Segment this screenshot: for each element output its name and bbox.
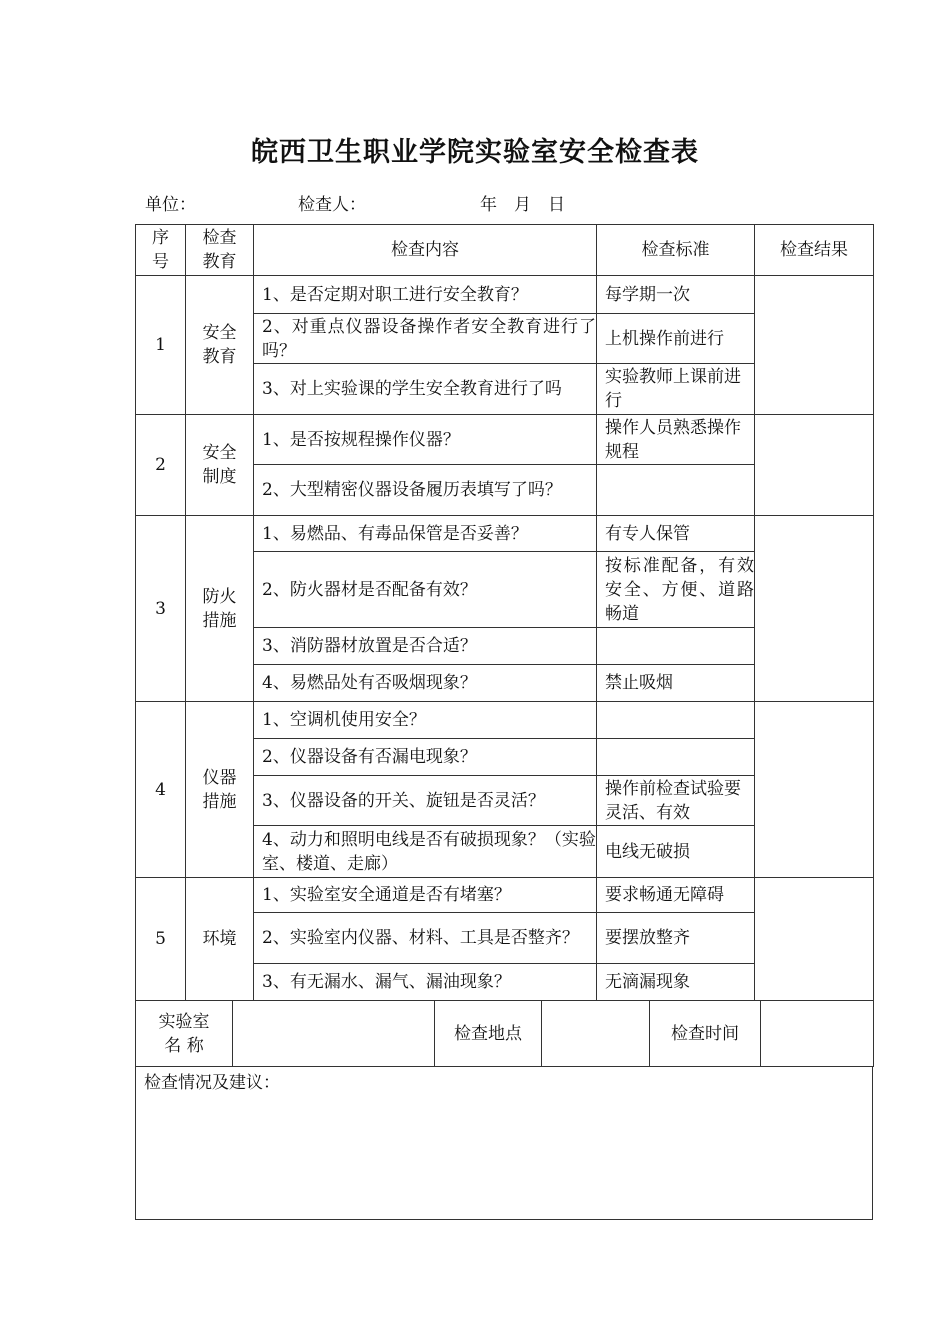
header-category: 检查教育 (186, 225, 254, 276)
group-category: 安全制度 (186, 415, 254, 516)
check-standard: 每学期一次 (597, 276, 755, 314)
check-result[interactable] (755, 415, 874, 516)
time-label: 检查时间 (650, 1001, 761, 1067)
check-content: 2、实验室内仪器、材料、工具是否整齐？ (254, 913, 597, 964)
check-standard: 电线无破损 (597, 826, 755, 878)
header-no: 序号 (136, 225, 186, 276)
check-content: 2、对重点仪器设备操作者安全教育进行了吗？ (254, 314, 597, 364)
check-standard: 操作前检查试验要灵活、有效 (597, 776, 755, 826)
check-standard: 上机操作前进行 (597, 314, 755, 364)
check-standard (597, 628, 755, 665)
lab-info-table (135, 1000, 874, 1067)
group-category: 防火措施 (186, 516, 254, 702)
check-content: 2、仪器设备有否漏电现象？ (254, 739, 597, 776)
page-title: 皖西卫生职业学院实验室安全检查表 (251, 137, 699, 168)
check-result[interactable] (755, 276, 874, 415)
notes-table (135, 1066, 873, 1220)
check-content: 2、防火器材是否配备有效？ (254, 552, 597, 628)
time-field[interactable] (761, 1001, 874, 1067)
group-no: 5 (136, 878, 186, 1001)
group-category: 安全教育 (186, 276, 254, 415)
lab-name-field[interactable] (233, 1001, 435, 1067)
check-result[interactable] (755, 702, 874, 878)
check-standard (597, 465, 755, 516)
header-result: 检查结果 (755, 225, 874, 276)
group-no: 1 (136, 276, 186, 415)
check-result[interactable] (755, 878, 874, 1001)
check-standard: 实验教师上课前进行 (597, 364, 755, 415)
inspector-label: 检查人： (298, 195, 366, 215)
check-content: 4、动力和照明电线是否有破损现象？（实验室、楼道、走廊） (254, 826, 597, 878)
check-content: 2、大型精密仪器设备履历表填写了吗？ (254, 465, 597, 516)
check-content: 3、对上实验课的学生安全教育进行了吗 (254, 364, 597, 415)
check-standard: 禁止吸烟 (597, 665, 755, 702)
check-content: 1、是否定期对职工进行安全教育？ (254, 276, 597, 314)
notes-label: 检查情况及建议： (144, 1073, 280, 1093)
date-label: 年 月 日 (480, 195, 565, 215)
check-content: 4、易燃品处有否吸烟现象？ (254, 665, 597, 702)
group-no: 4 (136, 702, 186, 878)
check-standard: 有专人保管 (597, 516, 755, 552)
check-standard: 按标准配备，有效安全、方便、道路畅道 (597, 552, 755, 628)
check-content: 1、实验室安全通道是否有堵塞？ (254, 878, 597, 913)
location-label: 检查地点 (435, 1001, 542, 1067)
group-no: 3 (136, 516, 186, 702)
header-content: 检查内容 (254, 225, 597, 276)
check-standard: 要求畅通无障碍 (597, 878, 755, 913)
location-field[interactable] (542, 1001, 650, 1067)
check-result[interactable] (755, 516, 874, 702)
group-category: 仪器措施 (186, 702, 254, 878)
check-standard (597, 739, 755, 776)
check-standard: 要摆放整齐 (597, 913, 755, 964)
check-content: 3、有无漏水、漏气、漏油现象？ (254, 964, 597, 1001)
group-category: 环境 (186, 878, 254, 1001)
notes-area[interactable] (136, 1067, 873, 1220)
check-content: 1、易燃品、有毒品保管是否妥善？ (254, 516, 597, 552)
check-content: 1、空调机使用安全？ (254, 702, 597, 739)
lab-name-label: 实验室名 称 (136, 1001, 233, 1067)
check-content: 1、是否按规程操作仪器？ (254, 415, 597, 465)
group-no: 2 (136, 415, 186, 516)
header-standard: 检查标准 (597, 225, 755, 276)
inspection-table (135, 224, 874, 1001)
check-standard: 无滴漏现象 (597, 964, 755, 1001)
unit-label: 单位： (145, 195, 196, 215)
check-standard: 操作人员熟悉操作规程 (597, 415, 755, 465)
check-standard (597, 702, 755, 739)
check-content: 3、消防器材放置是否合适？ (254, 628, 597, 665)
check-content: 3、仪器设备的开关、旋钮是否灵活？ (254, 776, 597, 826)
